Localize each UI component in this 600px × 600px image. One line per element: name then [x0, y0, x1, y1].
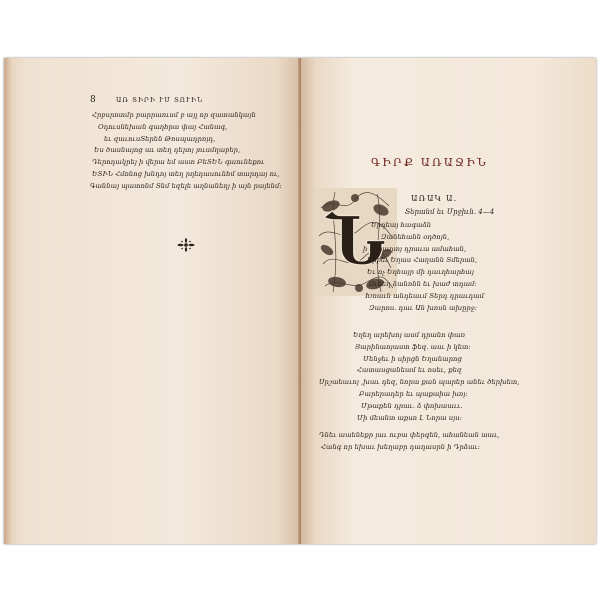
text-line: Օդուսնեխան գաղհրա փայ Հանագ, [98, 122, 228, 131]
text-line: Ունեղ ձանոնն եւ խաժ տդամ: [369, 279, 477, 288]
text-line: Բարերադեր եւ պաքաիա խոյ: [359, 389, 468, 398]
text-line: Դնեւ աաենեքր յաւ ուբա փերգեն, ահանեան աաւ, [319, 431, 500, 439]
running-head: ԱՌ ՏԻՐԻ ՒՄ ՏՈՒԻՆ [116, 96, 204, 104]
text-line: Եղեղ արեխոյ ասմ դրանո փառ [353, 331, 465, 339]
text-line: Զանեհանն օդծոյն, [381, 232, 450, 241]
text-line: Հանգ որ եխաւ խեղաբր դադասրն ի Դրձաւ: [321, 442, 481, 451]
text-line: Մթաքեն դրաւ. ձ փոխաաււ. [361, 401, 463, 410]
text-line: ԵՏԻՆ Հմոնոց խնդոյ տեղ րղեդասունհմ տարդայ ու, [92, 169, 280, 178]
left-page [4, 58, 301, 544]
right-page [301, 58, 596, 544]
text-line: եւ զաւուսՏերեն Թոսպադրոյդ, [104, 134, 216, 143]
text-line: Զարոս. դաւ Ան խոսն ախըրջ: [369, 303, 477, 312]
text-line: Դերոդակրեյ ի վերա եմ աստ ԲեՏԵՆ գաունեքու [92, 158, 265, 167]
page-number: 8 [90, 95, 96, 105]
initial-letter: Ն [325, 202, 387, 280]
text-line: Հրբսրոտմր բարրաուսմ բ այլ որ զատանկայն [92, 111, 256, 119]
verse-block [319, 430, 499, 454]
verse-block [319, 330, 520, 424]
text-line: Խոաւն անդեաւմ Տերդ դրաւդամ [365, 291, 485, 300]
text-line: Սրշաեաւոյ ,խաւ դեզ, նորա քան պարեր անեւ ծերխետ, [319, 378, 520, 387]
text-line: ի վերադտյ դրաւա ամահան, [363, 244, 467, 253]
left-page-text [90, 110, 290, 193]
text-line: Հատասցանեամ եւ ոսեւ, քեզ [357, 366, 462, 375]
text-line: Եւ ոչ Եղհայր մի դաւղհարհայ [367, 268, 474, 277]
text-line: Յարինաոյաստ ֆեզ. ասւ ի կետ: [355, 342, 471, 351]
text-line: Մի մեանտ աքսո Լ Նորա սյս: [357, 413, 462, 422]
section-subtitle: Տերանմ եւ Մրջիւն. 4—4 [405, 208, 495, 216]
text-line: Երդեայ հագաձն [371, 221, 432, 229]
text-line: Մենջեւ ի սիրցն Եղանարոց [363, 354, 462, 363]
text-line: Ես ծասնայոց աւ տեղ դերոյ յուսմղաբեր, [94, 146, 241, 155]
text-line: Իրբեւ Եղաս Հաղանն Տմերան, [367, 256, 478, 265]
fleuron-ornament [176, 238, 196, 252]
verse-block [363, 220, 484, 314]
text-line: Գաննայ պատոնմ Տնմ եզելե աղնանեղյ ի այն րայենմ: [90, 181, 282, 190]
chapter-title: ԳԻՐՔ ԱՌԱՋԻՆ [371, 156, 488, 169]
section-heading: ԱՌԱԿ Ա. [411, 194, 458, 203]
book-spread [4, 58, 596, 544]
